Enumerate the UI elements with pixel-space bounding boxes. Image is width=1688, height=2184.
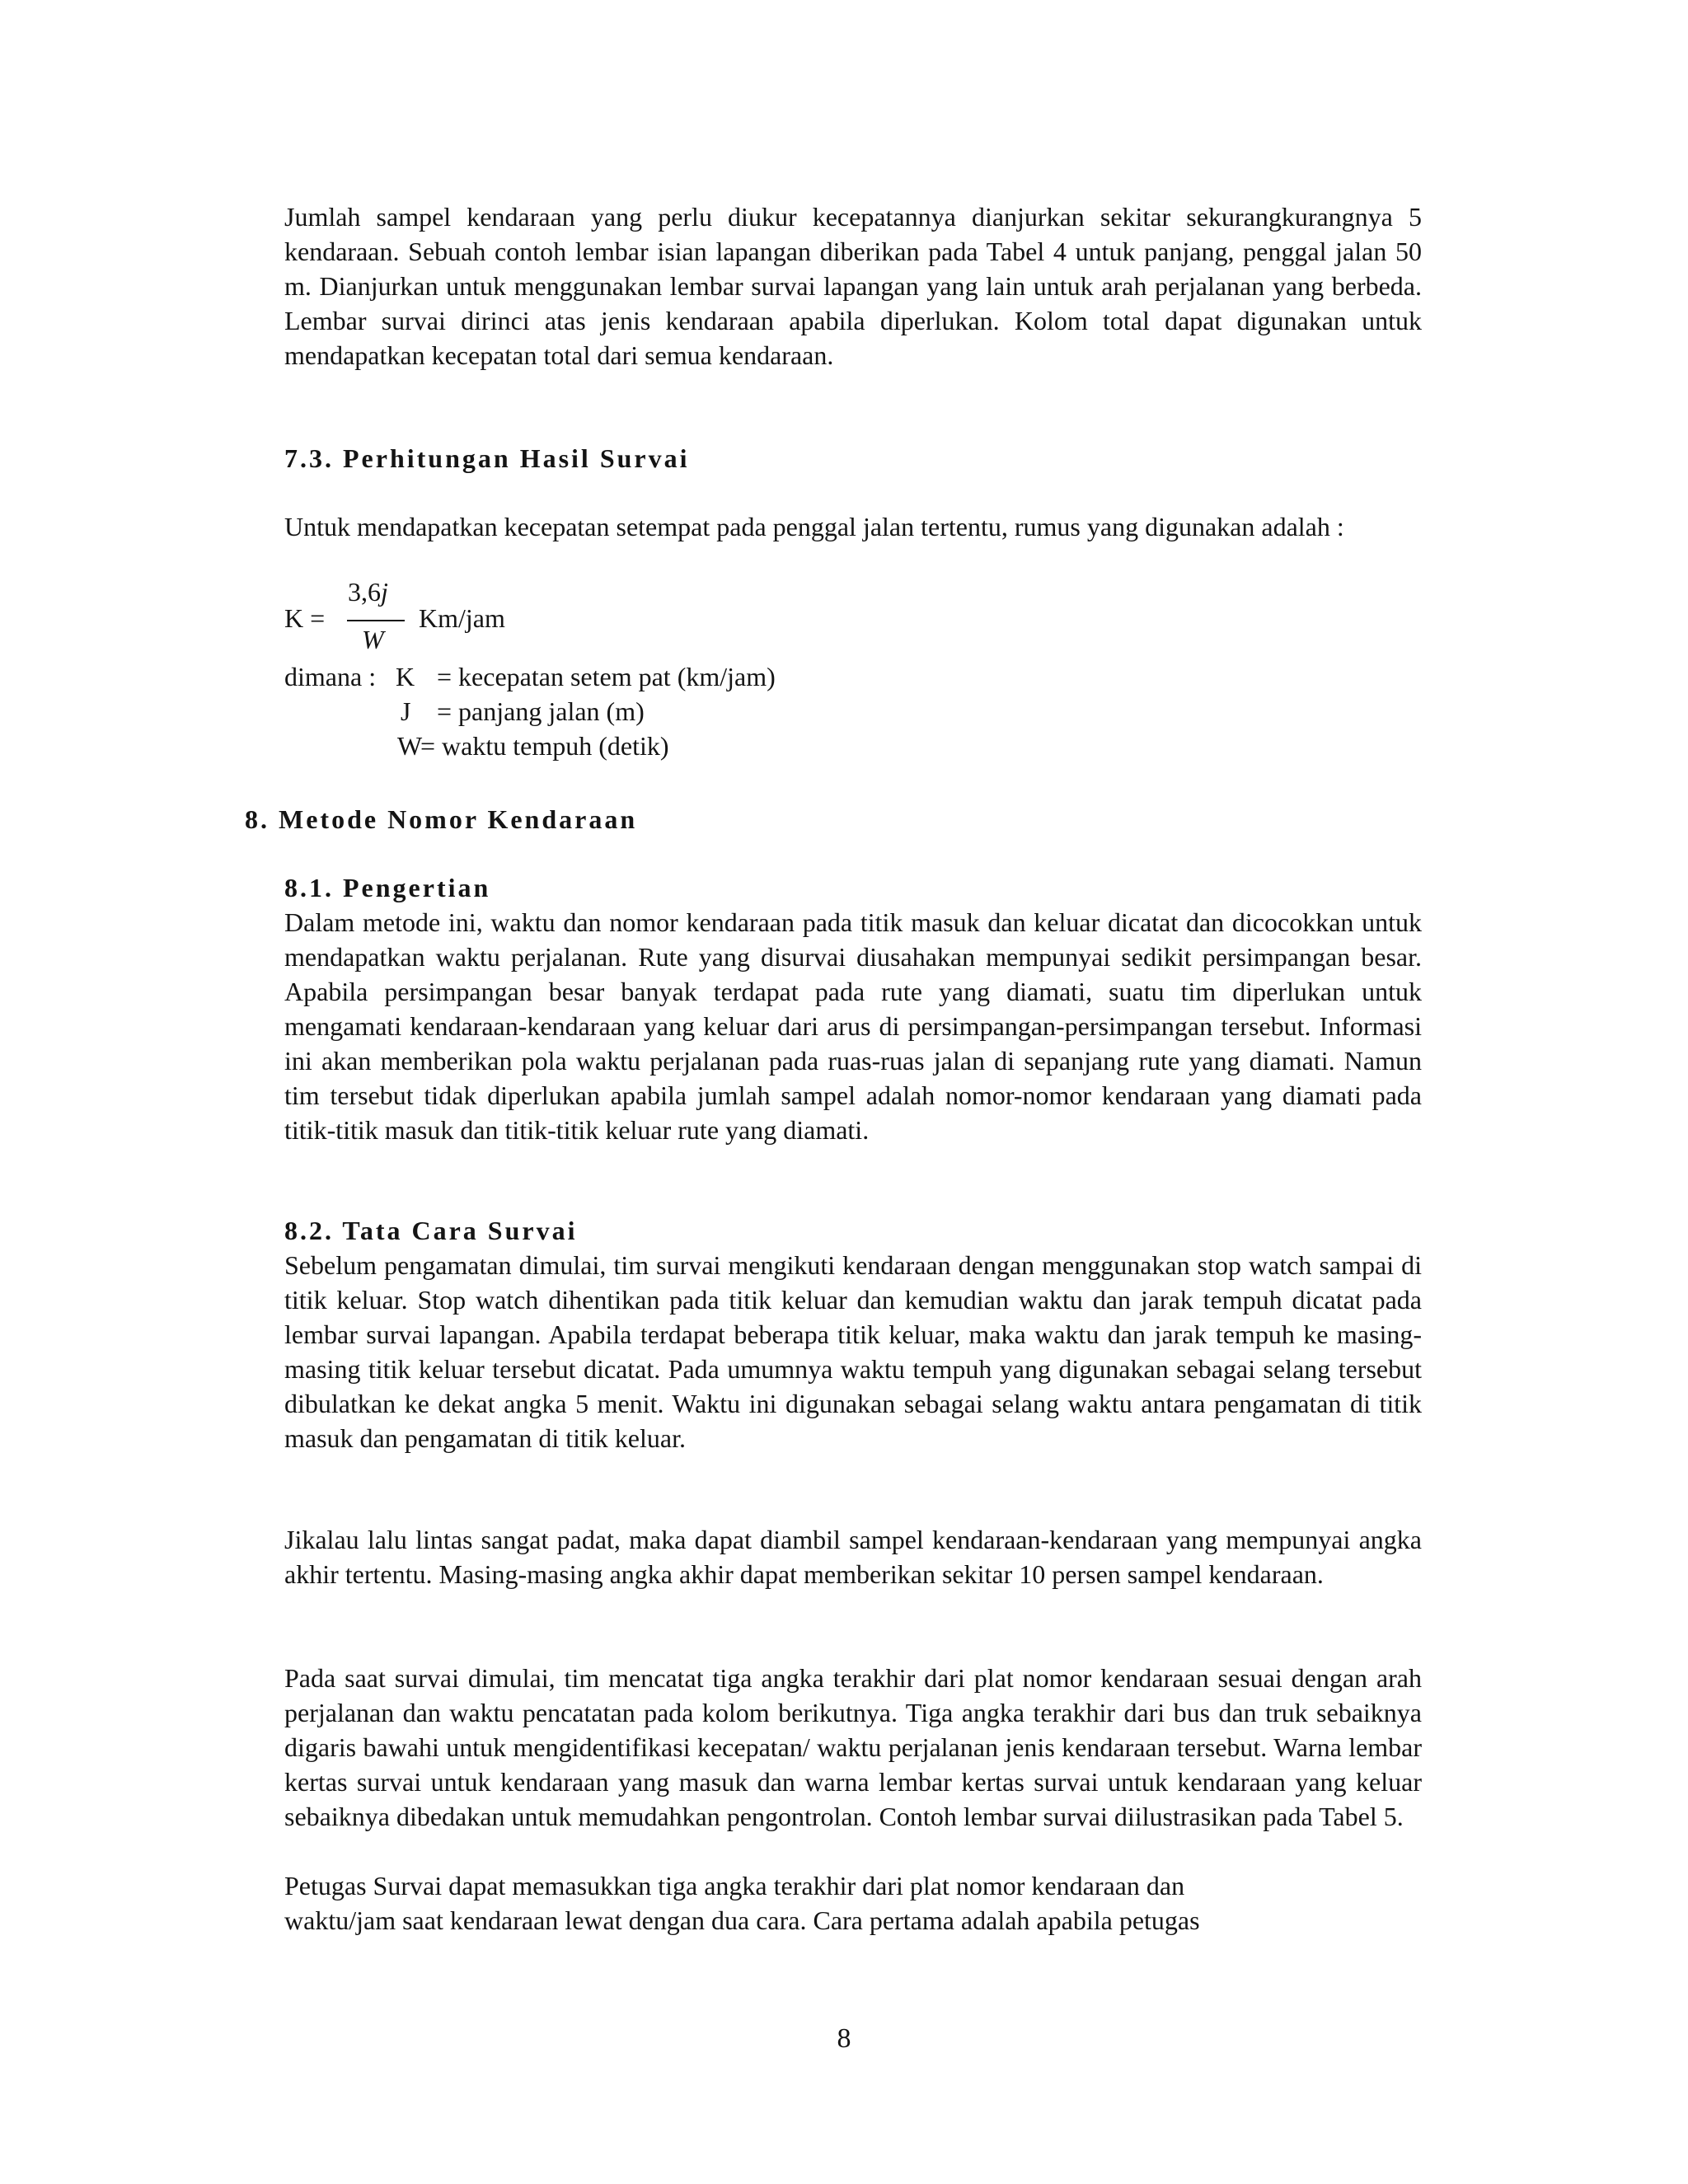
- fraction-bar: [347, 620, 405, 621]
- paragraph-formula-intro: Untuk mendapatkan kecepatan setempat pada penggal jalan tertentu, rumus yang digunakan adalah :: [284, 512, 1344, 541]
- paragraph-survey-start: Pada saat survai dimulai, tim mencatat tiga angka terakhir dari plat nomor kendaraan sesuai dengan arah perjalanan dan waktu pencatatan pada kolom berikutnya. Tiga angka terakhir dari bus dan truk sebaiknya digaris bawahi untuk mengidentifikasi kecepatan/ waktu perjalanan jenis kendaraan tersebut. Warna lembar kertas survai untuk kendaraan yang masuk dan warna lembar kertas survai untuk kendaraan yang keluar sebaiknya dibedakan untuk memudahkan pengontrolan. Contoh lembar survai diilustrasikan pada Tabel 5.: [284, 1663, 1422, 1831]
- paragraph-method-definition: Dalam metode ini, waktu dan nomor kendaraan pada titik masuk dan keluar dicatat dan dicocokkan untuk mendapatkan waktu perjalanan. Rute yang disurvai diusahakan mempunyai sedikit persimpangan besar. Apabila persimpangan besar banyak terdapat pada rute yang diamati, suatu tim diperlukan untuk mengamati kendaraan-kendaraan yang keluar dari arus di persimpangan-persimpangan tersebut. Informasi ini akan memberikan pola waktu perjalanan pada ruas-ruas jalan di sepanjang rute yang diamati. Namun tim tersebut tidak diperlukan apabila jumlah sampel adalah nomor-nomor kendaraan yang diamati pada titik-titik masuk dan titik-titik keluar rute yang diamati.: [284, 907, 1422, 1145]
- formula-unit: Km/jam: [419, 603, 505, 633]
- paragraph-sample-size: Jumlah sampel kendaraan yang perlu diukur kecepatannya dianjurkan sekitar sekurangkurangnya 5 kendaraan. Sebuah contoh lembar isian lapangan diberikan pada Tabel 4 untuk panjang, penggal jalan 50 m. Dianjurkan untuk menggunakan lembar survai lapangan yang lain untuk arah perjalanan yang berbeda. Lembar survai dirinci atas jenis kendaraan apabila diperlukan. Kolom total dapat digunakan untuk mendapatkan kecepatan total dari semua kendaraan.: [284, 202, 1422, 370]
- paragraph-officer-line-1: Petugas Survai dapat memasukkan tiga angka terakhir dari plat nomor kendaraan dan: [284, 1871, 1185, 1900]
- definition-symbol-w: W: [397, 731, 423, 761]
- heading-7-3: 7.3. Perhitungan Hasil Survai: [284, 443, 690, 473]
- formula-numerator: [348, 577, 388, 607]
- definition-symbol-k: K: [396, 662, 415, 691]
- definition-text-w: = waktu tempuh (detik): [420, 731, 669, 761]
- formula-numerator-number: 3,6: [348, 577, 381, 607]
- definition-symbol-j: J: [401, 696, 411, 726]
- heading-8-1: 8.1. Pengertian: [284, 873, 491, 902]
- paragraph-dense-traffic: Jikalau lalu lintas sangat padat, maka dapat diambil sampel kendaraan-kendaraan yang mempunyai angka akhir tertentu. Masing-masing angka akhir dapat memberikan sekitar 10 persen sampel kendaraan.: [284, 1525, 1422, 1589]
- formula-lhs: K =: [284, 603, 326, 633]
- heading-8: 8. Metode Nomor Kendaraan: [245, 804, 638, 834]
- formula-numerator-variable: j: [381, 577, 388, 607]
- definition-text-k: = kecepatan setem pat (km/jam): [437, 662, 776, 691]
- paragraph-officer-line-2: waktu/jam saat kendaraan lewat dengan dua cara. Cara pertama adalah apabila petugas: [284, 1905, 1200, 1935]
- page-number: 8: [837, 2023, 851, 2054]
- definition-text-j: = panjang jalan (m): [437, 696, 645, 726]
- paragraph-survey-procedure: Sebelum pengamatan dimulai, tim survai mengikuti kendaraan dengan menggunakan stop watch sampai di titik keluar. Stop watch dihentikan pada titik keluar dan kemudian waktu dan jarak tempuh dicatat pada lembar survai lapangan. Apabila terdapat beberapa titik keluar, maka waktu dan jarak tempuh ke masing-masing titik keluar tersebut dicatat. Pada umumnya waktu tempuh yang digunakan sebagai selang tersebut dibulatkan ke dekat angka 5 menit. Waktu ini digunakan sebagai selang waktu antara pengamatan di titik masuk dan pengamatan di titik keluar.: [284, 1250, 1422, 1453]
- heading-8-2: 8.2. Tata Cara Survai: [284, 1216, 578, 1245]
- speed-formula: [284, 577, 779, 668]
- definition-prefix: dimana :: [284, 662, 377, 691]
- formula-denominator: W: [362, 625, 384, 654]
